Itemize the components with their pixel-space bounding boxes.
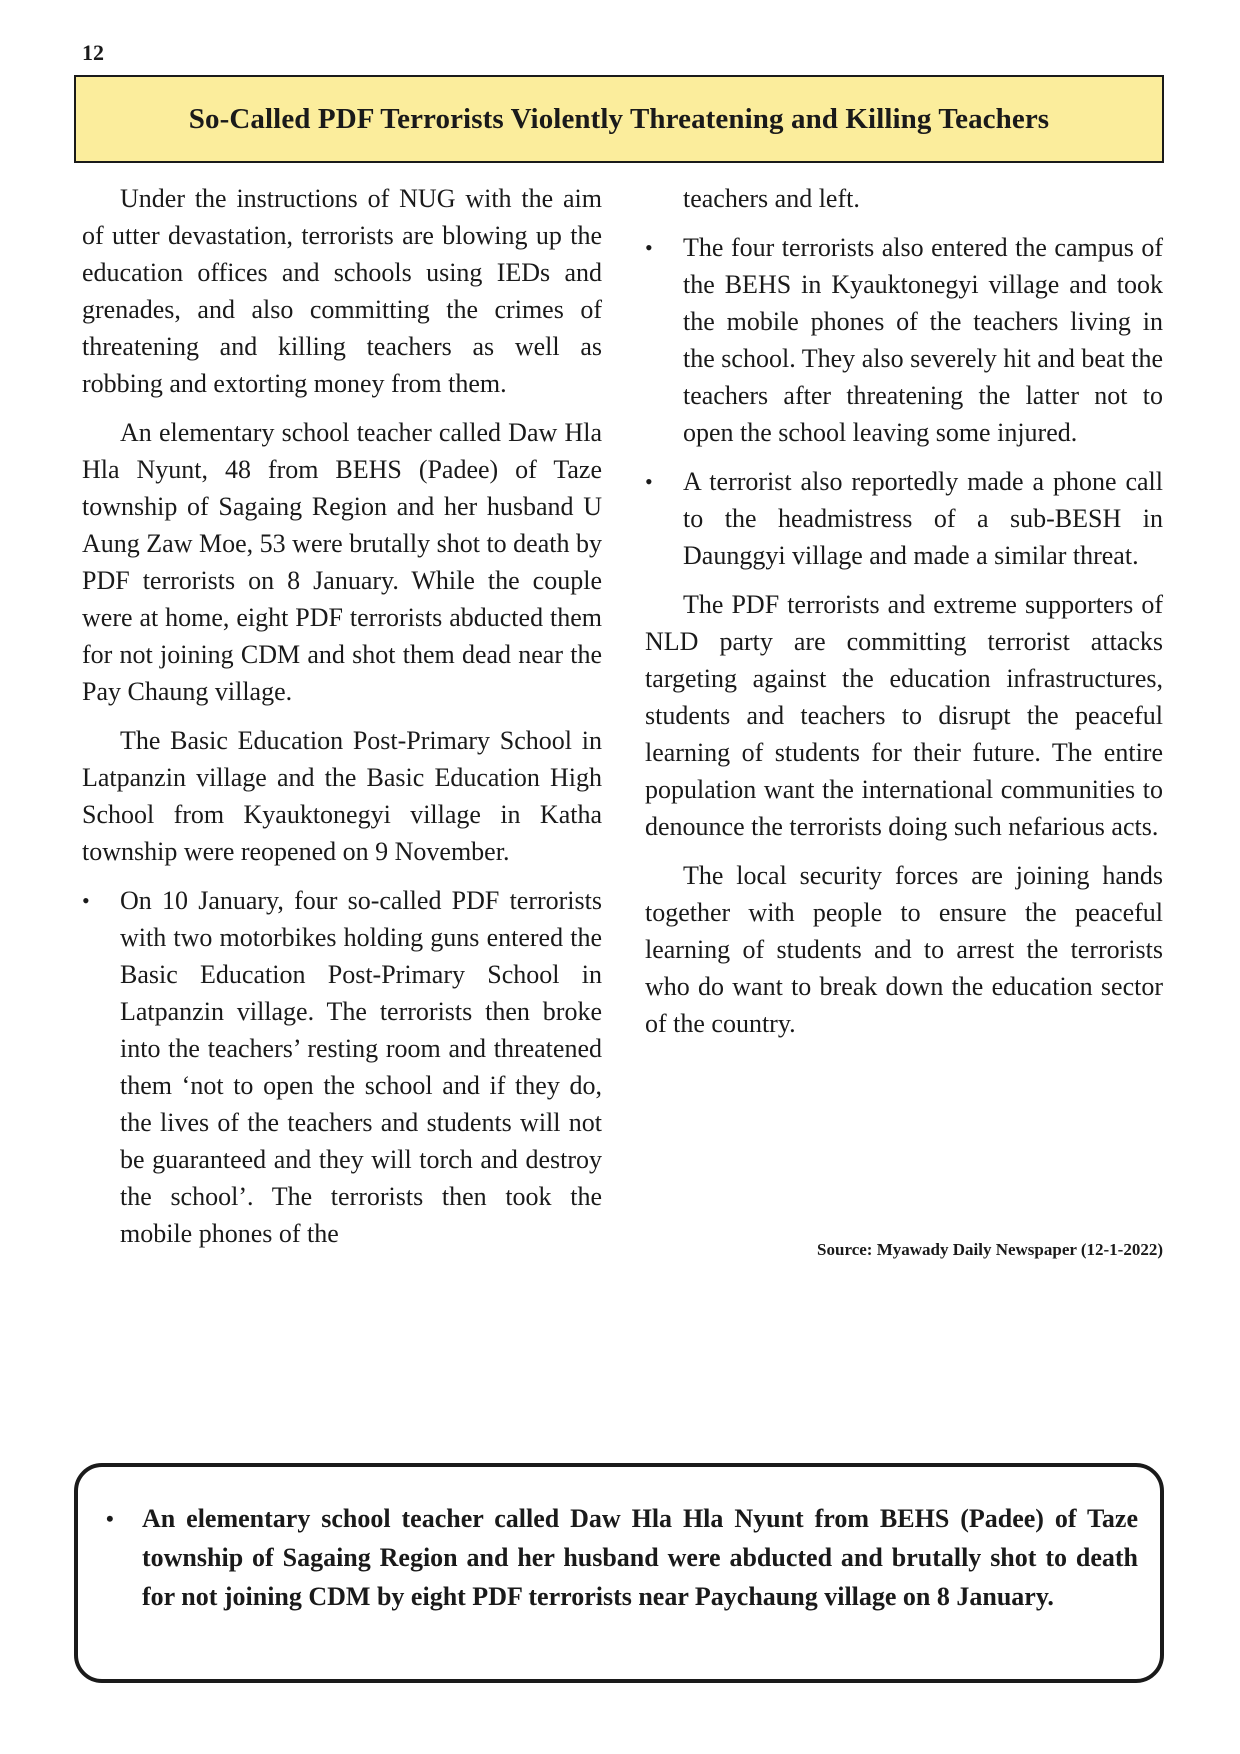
left-column: [82, 180, 602, 1264]
highlight-item: [100, 1499, 1138, 1616]
continued-text: teachers and left.: [683, 184, 860, 213]
highlight-list: [100, 1499, 1138, 1616]
bullet-icon: •: [645, 235, 653, 260]
bullet-list: [82, 882, 602, 1252]
bullet-text: A terrorist also reportedly made a phone call to the headmistress of a sub-BESH in Daunggyi village and made a similar threat.: [683, 467, 1163, 570]
bullet-icon: •: [106, 1506, 114, 1531]
body-paragraph: The local security forces are joining hands together with people to ensure the peaceful learning of students and to arrest the terrorists who do want to break down the education sector of the country.: [645, 861, 1163, 1038]
highlight-text: An elementary school teacher called Daw Hla Hla Nyunt from BEHS (Padee) of Taze township of Sagaing Region and her husband were abducted and brutally shot to death for not joining CDM by eight PDF terrorists near Paychaung village on 8 January.: [142, 1504, 1138, 1611]
bullet-list: [645, 229, 1163, 574]
body-paragraph: Under the instructions of NUG with the aim of utter devastation, terrorists are blowing up the education offices and schools using IEDs and grenades, and also committing the crimes of threatening and killing teachers as well as robbing and extorting money from them.: [82, 184, 602, 398]
page-number: 12: [82, 40, 104, 65]
body-paragraph: The Basic Education Post-Primary School in Latpanzin village and the Basic Education High School from Kyauktonegyi village in Katha township were reopened on 9 November.: [82, 726, 602, 866]
page-title: So-Called PDF Terrorists Violently Threatening and Killing Teachers: [188, 102, 1050, 135]
source-credit: Source: Myawady Daily Newspaper (12-1-2022): [817, 1240, 1163, 1259]
bullet-icon: •: [645, 469, 653, 494]
bullet-text: On 10 January, four so-called PDF terrorists with two motorbikes holding guns entered the Basic Education Post-Primary School in Latpanzin village. The terrorists then broke into the teachers’ resting room and threatened them ‘not to open the school and if they do, the lives of the teachers and students will not be guaranteed and they will torch and destroy the school’. The terrorists then took the mobile phones of the: [120, 886, 602, 1248]
title-banner: [74, 75, 1164, 163]
bullet-icon: •: [82, 888, 90, 913]
body-paragraph: An elementary school teacher called Daw Hla Hla Nyunt, 48 from BEHS (Padee) of Taze township of Sagaing Region and her husband U Aung Zaw Moe, 53 were brutally shot to death by PDF terrorists on 8 January. While the couple were at home, eight PDF terrorists abducted them for not joining CDM and shot them dead near the Pay Chaung village.: [82, 418, 602, 706]
bullet-text: The four terrorists also entered the campus of the BEHS in Kyauktonegyi village and took the mobile phones of the teachers living in the school. They also severely hit and beat the teachers after threatening the latter not to open the school leaving some injured.: [683, 233, 1163, 447]
body-paragraph: The PDF terrorists and extreme supporters of NLD party are committing terrorist attacks targeting against the education infrastructures, students and teachers to disrupt the peaceful learning of students for their future. The entire population want the international communities to denounce the terrorists doing such nefarious acts.: [645, 590, 1163, 841]
bullet-item: [82, 882, 602, 1252]
right-column: [645, 180, 1163, 1054]
highlight-box: [74, 1463, 1164, 1683]
bullet-item: [645, 229, 1163, 451]
bullet-item: [645, 463, 1163, 574]
